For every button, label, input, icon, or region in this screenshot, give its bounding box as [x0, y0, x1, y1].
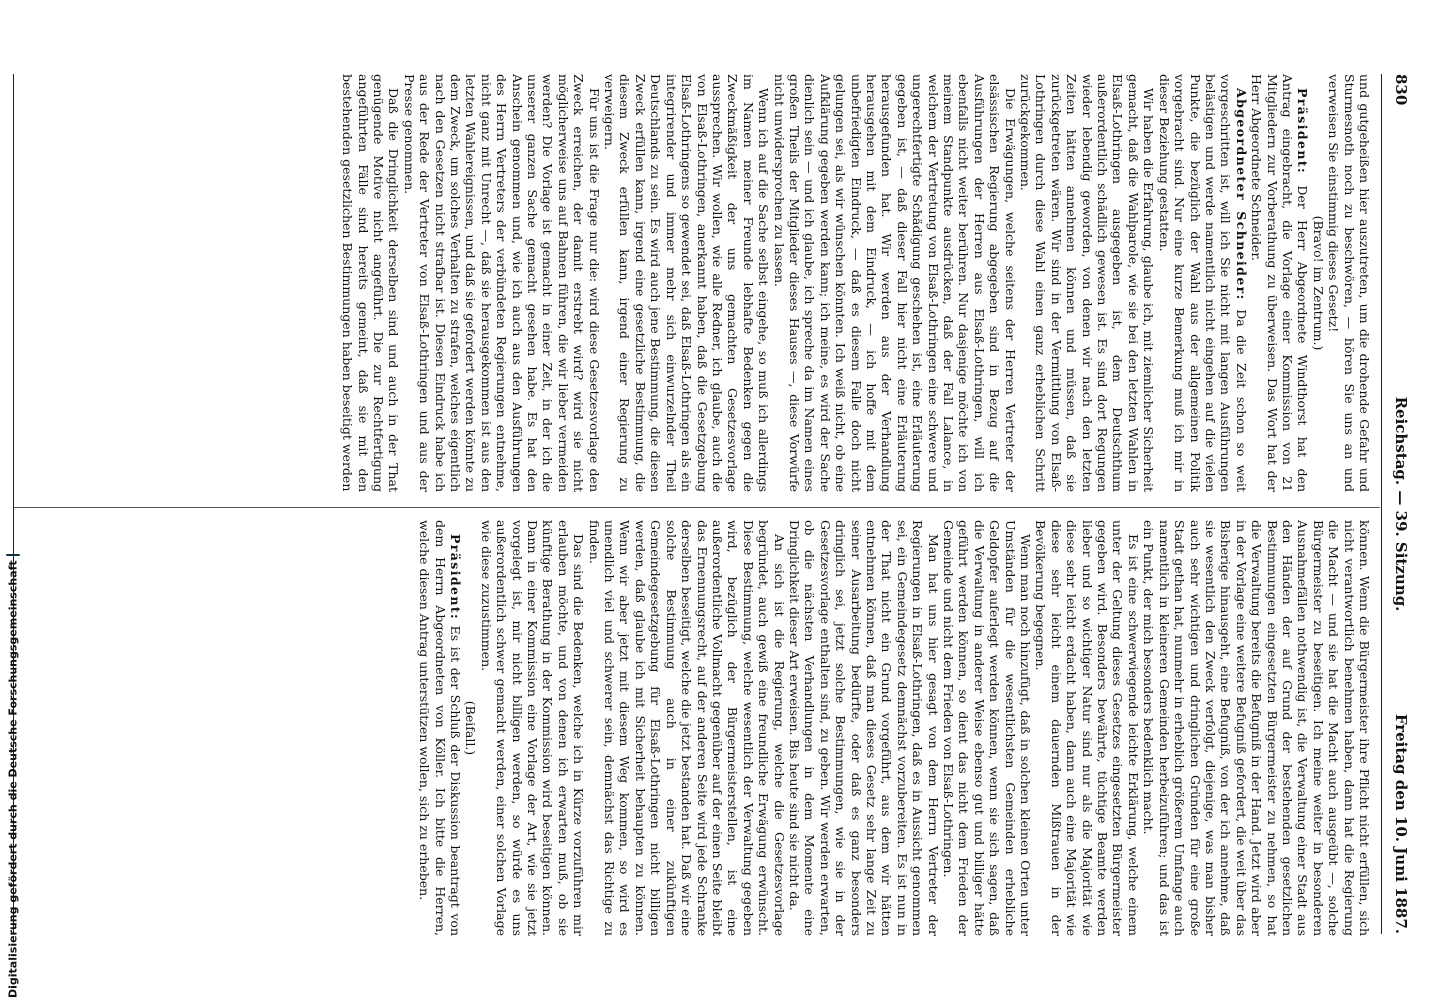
session-date: Freitag den 10. Juni 1887.: [1392, 713, 1410, 934]
speech-paragraph: [1156, 74, 1248, 492]
paragraph-text: Die Erwägungen, welche seitens der Herren Vertreter der elsässischen Regierung abgegeben sind in Bezug auf die Ausführungen der Herren aus Elsaß-Lothringen, will ich ebenfalls nicht weiter berühren. Nur dasjenige möchte ich von meinem Standpunkte ausdrücken, daß der Fall Lalance, in welchem der Vertretung von Elsaß-Lothringen eine schwere und ungerechtfertigte Schädigung geschehen ist, eine Erläuterung gegeben ist, — daß dieser Fall hier nicht eine Erläuterung herausgefunden hat. Wir werden aus der Verhandlung herausgehen mit dem Eindruck, — ich hoffe mit dem unbefriedigten Eindruck, — daß es diesem Falle doch nicht gelungen sei, als wir wünschen könnten. Ich weiß nicht, ob eine Aufklärung gegeben werden kann; ich meine, es wird der Sache dienlich sein — und ich glaube, ich spreche da im Namen eines großen Theils der Mitglieder dieses Hauses —, diese Vorwürfe nicht unwidersprochen zu lassen.: [771, 74, 1018, 492]
paragraph-text: Der Herr Abgeordnete Windthorst hat den Antrag eingebracht, die Vorlage einer Kommission von 21 Mitgliedern zur Vorberathung zu überweisen. Das Wort hat der Herr Abgeordnete Schneider.: [1249, 74, 1311, 492]
paragraph: [478, 520, 586, 936]
paragraph-text: und gutgeheißen hier auszutreten, um die drohende Gefahr und Sturmesnoth noch zu beschwören, — hören Sie uns an und verweisen Sie einstimmig dieses Gesetz!: [1326, 74, 1372, 492]
stage-direction: [1310, 74, 1325, 492]
paragraph: [340, 74, 402, 492]
paragraph: [1018, 74, 1157, 492]
column-divider: [14, 507, 1380, 508]
paragraph-text: Wenn man noch hinzufügt, daß in solchen kleinen Orten unter Umständen für die wesentlichsten Gemeinden erhebliche Geldopfer auferlegt werden können, wenn sie sich sagen, daß die Verwaltung in anderer Weise ebenso gut und billiger hätte geführt werden können, so dient das nicht dem Frieden der Gemeinde und nicht dem Frieden von Elsaß-Lothringen.: [941, 520, 1034, 936]
paragraph: [771, 74, 1018, 492]
paragraph: [401, 74, 601, 492]
page-header: [1384, 74, 1410, 934]
paragraph-text: Daß die Dringlichkeit derselben sind und auch in der That genügende Motive nicht angeführt. Die zur Rechtfertigung angeführten Fälle sind hereits gemeint, daß sie mit den bestehenden gesetzlichen Bestimmungen haben beseitigt werden: [340, 74, 402, 492]
paragraph-text: Das sind die Bedenken, welche ich in Kürze vorzuführen mir erlauben möchte, und von denen ich erwarten muß, ob sie künftige Berathung in der Kommission wird beseitigen können. Dann in einer Kommission eine Vorlage der Art, wie sie jetzt vorgelegt ist, mir nicht billigen werden, so würde es uns außerordentlich schwer gemacht werden, einer solchen Vorlage wie diese zuzustimmen.: [478, 520, 587, 936]
paragraph-text: Es ist der Schluß der Diskussion beantragt von dem Herrn Abgeordneten von Köller. Ich bitte die Herren, welche diesen Antrag unterstützen wollen, sich zu erheben.: [417, 520, 464, 936]
paragraph-text: An sich ist die Regierung, welche die Gesetzesvorlage begründet, auch gewiß eine freundliche Erwägung erwünscht. Diese Bestimmung, welche wesentlich der Verwaltung gegeben wird, bezüglich der Bürgermeisterstellen, ist eine außerordentliche Vollmacht gegenüber auf der einen Seite bleibt das Ernennungsrecht, auf der anderen Seite wird jede Schranke derselben beseitigt, welche die jetzt bestanden hat. Daß wir eine solche Bestimmung auch in einer zukünftigen Gemeindegesetzgebung für Elsaß-Lothringen nicht billigen werden, daß glaube ich mit Sicherheit behaupten zu können. Wenn wir aber jetzt mit diesem Weg kommen, so wird es unendlich viel und schwerer sein, demnächst das Richtige zu finden.: [586, 520, 787, 936]
speaker-name: Präsident:: [1295, 88, 1311, 175]
paragraph-text: Da die Zeit schon so weit vorgeschritten ist, will ich Sie nicht mit langen Ausführungen belästigen und werde namentlich nicht eingehen auf die vielen Punkte, die bezüglich der Wahl aus der allgemeinen Politik vorgebracht sind. Nur eine kurze Bemerkung muß ich mir in dieser Beziehung gestatten.: [1156, 74, 1249, 492]
running-title: Reichstag. — 39. Sitzung.: [1392, 396, 1410, 612]
speech-paragraph: [1249, 74, 1311, 492]
paragraph-text: (Bravo! im Zentrum.): [1310, 215, 1326, 351]
paragraph: [787, 520, 941, 936]
paragraph: [941, 520, 1033, 936]
stage-direction: [463, 520, 478, 936]
paragraph-text: Man hat uns hier gesagt von dem Herrn Vertreter der Regierungen in Elsaß-Lothringen, daß es in Aussicht genommen sei, ein Gemeindegesetz demnächst vorzubereiten. Es ist nun in der That nicht ein Grund vorgeführt, aus dem wir hätten entnehmen können, daß man dieses Gesetz sehr lange Zeit zu seiner Ausarbeitung bedürfte, oder daß es ganz besonders dringlich sei, jetzt solche Bestimmungen, wie sie in der Gesetzesvorlage enthalten sind, zu geben. Wir werden erwarten, ob die nächsten Verhandlungen in dem Momente eine Dringlichkeit dieser Art erweisen. Bis heute sind sie nicht da.: [786, 520, 941, 936]
digitization-credit-text: Digitalisierung gefördert durch die Deutsche Forschungsgemeinschaft: [6, 560, 20, 998]
paragraph-text: (Beifall.): [463, 700, 479, 756]
speaker-name: Präsident:: [448, 534, 464, 621]
paragraph-continuation: [1326, 74, 1372, 492]
paragraph-text: Für uns ist die Frage nur die: wird diese Gesetzesvorlage den Zweck erreichen, der damit erstrebt wird? wird sie nicht möglicherweise uns auf Bahnen führen, die wir lieber vermeiden werden? Die Vorlage ist gemacht in einer Zeit, in der ich die unserer ganzen Sache gemacht gesehen habe. Es hat den Anschein genommen und, wie ich auch aus den Ausführungen des Herrn Vertreters der verbündeten Regierungen entnehme, nicht ganz mit Unrecht —, daß sie herausgekommen ist aus den letzten Wahlereignissen, und daß sie gefordert werden könnte zu dem Zweck, um solches Verhalten zu strafen, welches eigentlich nach den Gesetzen nicht strafbar ist. Diesen Eindruck habe ich aus der Rede der Vertreter von Elsaß-Lothringen und aus der Presse genommen.: [401, 74, 602, 492]
paragraph-text: können. Wenn die Bürgermeister ihre Pflicht nicht erfüllen, sich nicht verantwortlich benehmen haben, dann hat die Regierung die Macht — und sie hat die Macht auch ausgeübt —, solche Bürgermeister zu beseitigen. Ich meine weiter in besonderen Ausnahmefällen nothwendig ist, die Verwaltung einer Stadt aus den Händen der auf Grund der bestehenden gesetzlichen Bestimmungen eingesetzten Bürgermeister zu nehmen, so hat die Verwaltung bereits die Befugniß in der Hand. Jetzt wird aber in der Vorlage eine weitere Befugniß gefordert, die weit über das Bisherige hinausgeht, eine Befugniß, von der ich annehme, daß sie wesentlich den Zweck verfolgt, diejenige, was man bisher auch sehr wichtigen und dringlichen Gründen für eine große Stadt gethan hat, nunmehr in erheblich größerem Umfange auch namentlich in kleineren Gemeinden herbeizuführen; und das ist ein Punkt, der mich besonders bedenklich macht.: [1141, 520, 1372, 936]
paragraph: [1033, 520, 1141, 936]
paragraph: [586, 520, 786, 936]
speaker-name: Abgeordneter Schneider:: [1233, 88, 1249, 301]
digitization-credit: [2, 560, 24, 998]
right-column: [18, 520, 1372, 936]
paragraph-text: Es ist eine schwerwiegende leichte Erklärung, welche einem unter der Geltung dieses Gesetzes eingesetzten Bürgermeister gegeben wird. Besonders bewährte, tüchtige Beamte werden lieber und so wichtiger Natur sind nur als die Majorität wie diese sehr leicht erdacht haben, dann auch eine Majorität wie diese sehr leicht einem dauernden Mißtrauen in der Bevölkerung begegnen.: [1033, 520, 1141, 936]
page-number: 830: [1392, 74, 1410, 106]
speech-paragraph: [417, 520, 463, 936]
paragraph-text: Wir haben die Erfahrung, glaube ich, mit ziemlicher Sicherheit gemacht, daß die Wahlparole, wie sie bei den letzten Wahlen in Elsaß-Lothringen ausgegeben ist, dem Deutschthum außerordentlich schädlich gewesen ist. Es sind dort Regungen wieder lebendig geworden, von denen wir nach den letzten Zeiten hätten annehmen können und müssen, daß sie zurückgetreten wären. Wir sind in der Vermittlung von Elsaß-Lothringen durch diese Wahl einen ganz erheblichen Schritt zurückgekommen.: [1018, 74, 1157, 492]
paragraph-continuation: [1141, 520, 1372, 936]
header-rule: [1381, 74, 1382, 934]
paragraph: [602, 74, 771, 492]
left-column: [18, 74, 1372, 492]
paragraph-text: Wenn ich auf die Sache selbst eingehe, so muß ich allerdings im Namen meiner Freunde lebhafte Bedenken gegen die Zweckmäßigkeit der uns gemachten Gesetzesvorlage aussprechen. Wir wollen, wie alle Redner, ich glaube, auch die von Elsaß-Lothringen, anerkannt haben, daß die Gesetzgebung Elsaß-Lothringens so gewendet sei, daß Elsaß-Lothringen als ein integrirender und immer mehr sich einwurzelnder Theil Deutschlands zu sein. Es wird auch jene Bestimmung, die diesen Zweck erfüllen kann, irgend eine gesetzliche Bestimmung, die diesem Zweck erfüllen kann, irgend einer Regierung zu verweigern.: [602, 74, 772, 492]
